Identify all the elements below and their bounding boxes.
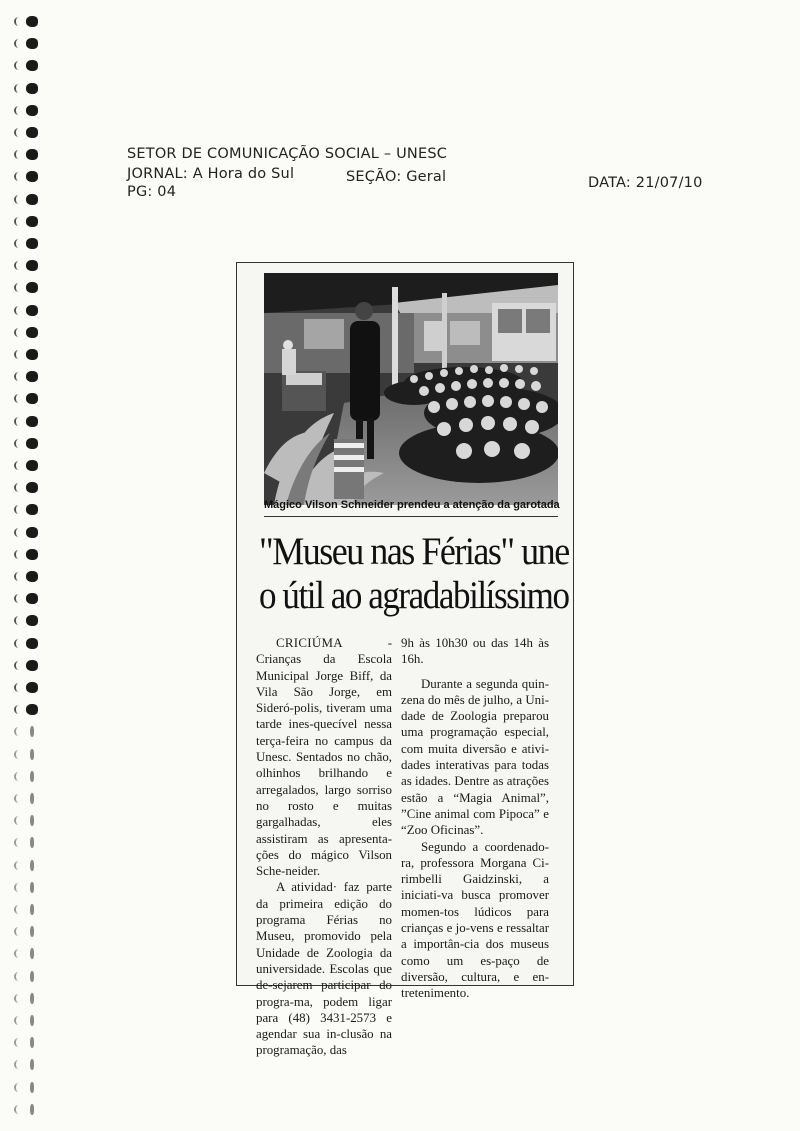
binding-ring [14,1104,44,1116]
dateline: CRICIÚMA [276,636,343,650]
binding-ring [14,971,44,983]
binding-ring [14,926,44,938]
binding-ring [14,904,44,916]
headline-line-1: "Museu nas Férias" une [259,530,569,573]
binding-ring [14,993,44,1005]
binding-ring [14,726,44,738]
binding-ring [14,1082,44,1094]
spiral-binding [14,10,48,1125]
paragraph: A atividad· faz parte da primeira edição do programa Férias no Museu, promovido pela Unidade de Zoologia da universidade. Escolas que de-sejarem participar do progra-ma, podem ligar para (48) 3431-2573 e agendar sua in-clusão na programação, das [256,880,392,1058]
paragraph [256,635,392,879]
binding-ring [14,127,44,139]
binding-ring [14,38,44,50]
binding-ring [14,216,44,228]
binding-ring [14,260,44,272]
page-label: PG: 04 [127,184,177,200]
binding-ring [14,549,44,561]
binding-ring [14,238,44,250]
article-photo [264,273,558,505]
binding-ring [14,638,44,650]
binding-ring [14,438,44,450]
paragraph: 9h às 10h30 ou das 14h às 16h. [401,636,549,667]
binding-ring [14,83,44,95]
binding-ring [14,682,44,694]
binding-ring [14,793,44,805]
binding-ring [14,327,44,339]
binding-ring [14,416,44,428]
binding-ring [14,349,44,361]
binding-ring [14,571,44,583]
binding-ring [14,171,44,183]
binding-ring [14,860,44,872]
binding-ring [14,1015,44,1027]
paragraph: Segundo a coordenado-ra, professora Morgana Ci-rimbelli Gaidzinski, a iniciati-va busca promover momen-tos lúdicos para crianças e jo-vens e ressaltar a importân-cia dos museus como um es-paço de diversão, cultura, e en-tretenimento. [401,839,549,1001]
binding-ring [14,105,44,117]
caption-divider [264,516,558,517]
date-label: DATA: 21/07/10 [588,175,703,191]
binding-ring [14,1059,44,1071]
photo-caption: Mágico Vilson Schneider prendeu a atenção da garotada [264,499,560,511]
newspaper-clipping [236,262,574,1058]
binding-ring [14,593,44,605]
journal-label: JORNAL: A Hora do Sul [127,166,295,182]
binding-ring [14,837,44,849]
binding-ring [14,749,44,761]
binding-ring [14,504,44,516]
binding-ring [14,194,44,206]
headline-line-2: o útil ao agradabilíssimo [259,574,569,617]
binding-ring [14,948,44,960]
article-column-2 [401,635,549,1002]
binding-ring [14,60,44,72]
binding-ring [14,149,44,161]
binding-ring [14,482,44,494]
binding-ring [14,771,44,783]
binding-ring [14,305,44,317]
article-column-1 [256,635,392,1059]
binding-ring [14,527,44,539]
binding-ring [14,615,44,627]
binding-ring [14,704,44,716]
binding-ring [14,393,44,405]
binding-ring [14,16,44,28]
binding-ring [14,371,44,383]
binding-ring [14,660,44,672]
binding-ring [14,815,44,827]
binding-ring [14,460,44,472]
section-label: SEÇÃO: Geral [346,169,447,185]
paragraph-text: - Crianças da Escola Municipal Jorge Biff, da Vila São Jorge, em Sideró-polis, tiveram uma tarde ines-quecível nessa terça-feira no campus da Unesc. Sentados no chão, olhinhos brilhando e arregalados, largo sorriso no rosto e muitas gargalhadas, eles assistiram as apresenta-ções do mágico Vilson Sche-neider. [256,636,392,879]
binding-ring [14,1037,44,1049]
paragraph: Durante a segunda quin-zena do mês de julho, a Uni-dade de Zoologia preparou uma programação especial, com muita diversão e ativi-dades interativas para todas as idades. Dentre as atrações estão a “Magia Animal”, ”Cine animal com Pipoca” e “Zoo Oficinas”. [401,676,549,838]
sector-label: SETOR DE COMUNICAÇÃO SOCIAL – UNESC [127,146,448,162]
binding-ring [14,882,44,894]
binding-ring [14,282,44,294]
